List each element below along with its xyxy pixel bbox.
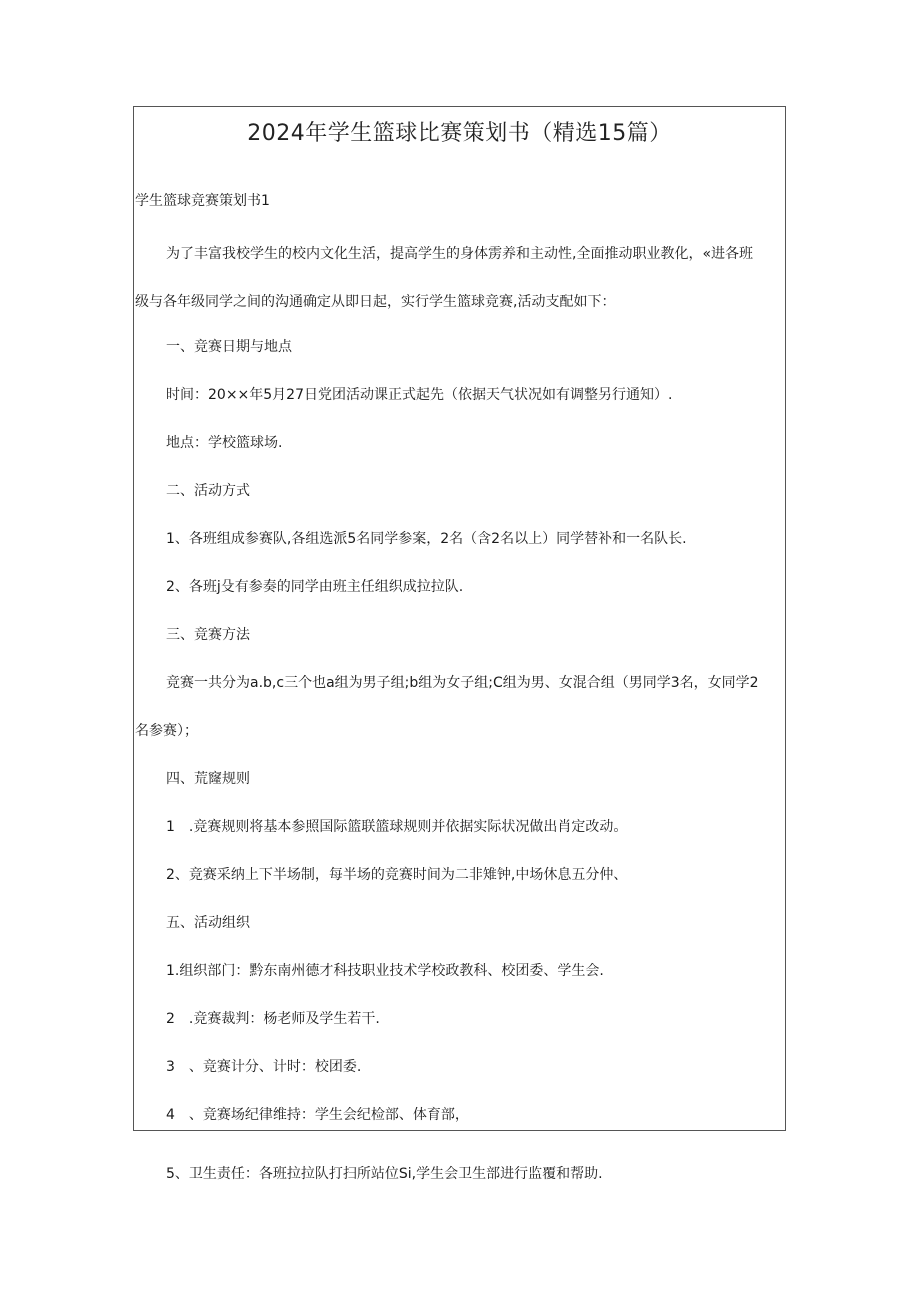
list-item: 2 .竞赛裁判：杨老师及学生若干. <box>166 1011 380 1027</box>
list-item: 3 、竞赛计分、计时：校团委. <box>166 1059 362 1075</box>
subtitle: 学生篮球竞赛策划书1 <box>135 193 270 209</box>
time-line: 时间：20××年5月27日党团活动课正式起先（依据天气状况如有调整另行通知）. <box>166 387 673 403</box>
section-heading-4: 四、荒窿规则 <box>166 771 250 787</box>
method-line-2: 名参赛）； <box>135 723 198 739</box>
list-item: 4 、竞赛场纪律维持：学生会纪检部、体育部， <box>166 1107 469 1123</box>
method-line-1: 竞赛一共分为a.b,c三个也a组为男子组;b组为女子组;C组为男、女混合组（男同学3名，女同学2 <box>166 675 759 691</box>
paragraph-intro-line-1: 为了丰富我校学生的校内文化生活，提高学生的身体雳养和主动性,全面推动职业教化，«进各班 <box>166 246 754 262</box>
list-item: 1 .竞赛规则将基本参照国际篮联篮球规则并依据实际状况做出肖定改动。 <box>166 819 628 835</box>
list-item: 5、卫生责任：各班拉拉队打扫所站位Si,学生会卫生部进行监覆和帮助. <box>166 1166 603 1182</box>
section-heading-5: 五、活动组织 <box>166 915 250 931</box>
list-item: 2、竞赛采纳上下半场制，每半场的竞赛时间为二非雉钟,中场休息五分仲、 <box>166 867 628 883</box>
list-item: 1、各班组成参赛队,各组选派5名同学参案，2名（含2名以上）同学替补和一名队长. <box>166 531 687 547</box>
list-item: 2、各班j殳有参奏的同学由班主任组织成拉拉队. <box>166 579 464 595</box>
document-title: 2024年学生篮球比赛策划书（精选15篇） <box>247 121 672 146</box>
place-line: 地点：学校篮球场. <box>166 435 283 451</box>
section-heading-1: 一、竞赛日期与地点 <box>166 339 292 355</box>
section-heading-3: 三、竞赛方法 <box>166 627 250 643</box>
list-item: 1.组织部门：黔东南州德才科技职业技术学校政教科、校团委、学生会. <box>166 963 604 979</box>
paragraph-intro-line-2: 级与各年级同学之间的沟通确定从即日起，实行学生篮球竞赛,活动支配如下： <box>135 294 616 310</box>
section-heading-2: 二、活动方式 <box>166 483 250 499</box>
